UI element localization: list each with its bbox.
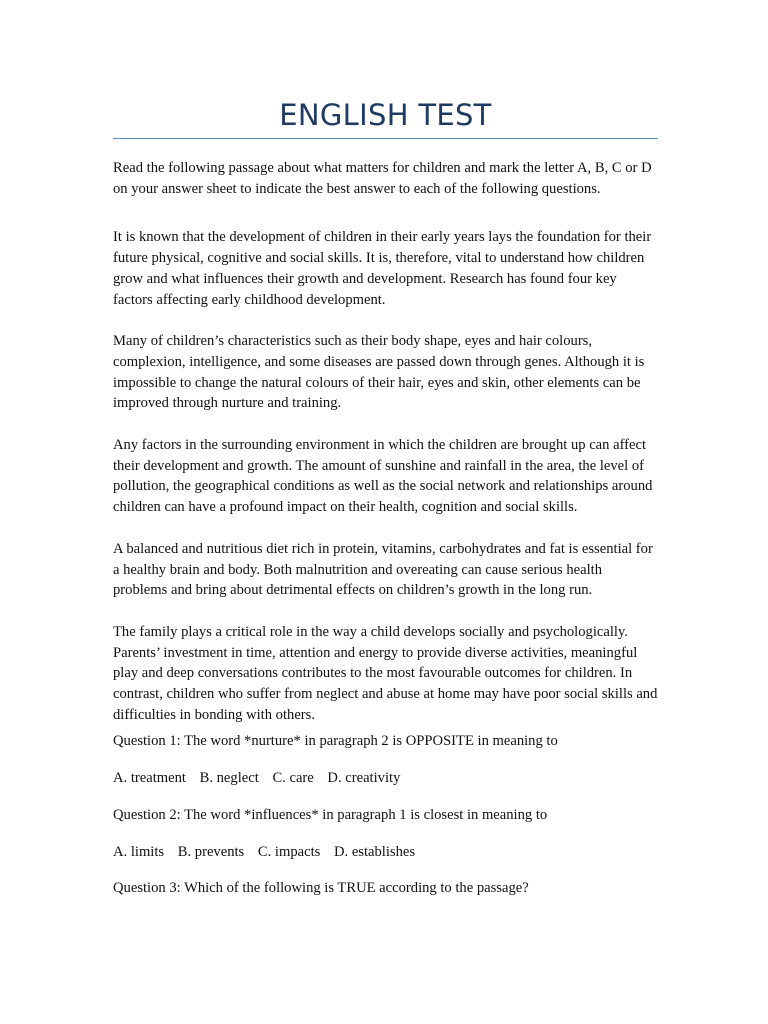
option-a: A. limits <box>113 843 165 860</box>
question-2: Question 2: The word *influences* in paragraph 1 is closest in meaning to <box>113 806 548 823</box>
passage-paragraph-2: Many of children’s characteristics such as their body shape, eyes and hair colours, complexion, intelligence, and some diseases are passed down through genes. Although it is impossible to change the natural colours of their hair, eyes and skin, other elements can be improved through nurture and training. <box>113 333 645 412</box>
passage-paragraph-4: A balanced and nutritious diet rich in protein, vitamins, carbohydrates and fat is essential for a healthy brain and body. Both malnutrition and overeating can cause serious health problems and bring about detrimental effects on children’s growth in the long run. <box>113 540 653 599</box>
question-3: Question 3: Which of the following is TRUE according to the passage? <box>113 880 529 897</box>
title-divider <box>113 138 658 139</box>
option-c: C. impacts <box>257 843 321 860</box>
question-1: Question 1: The word *nurture* in paragraph 2 is OPPOSITE in meaning to <box>113 733 558 750</box>
option-c: C. care <box>272 770 314 787</box>
option-d: D. establishes <box>333 843 416 860</box>
question-2-options <box>113 842 658 863</box>
passage-paragraph-3: Any factors in the surrounding environment in which the children are brought up can affect their development and growth. The amount of sunshine and rainfall in the area, the level of pollution, the geographical conditions as well as the social network and relationships around children can have a profound impact on their health, cognition and social skills. <box>113 437 653 516</box>
page-title: ENGLISH TEST <box>279 98 492 132</box>
option-a: A. treatment <box>113 770 186 787</box>
option-b: B. prevents <box>177 843 245 860</box>
question-1-options <box>113 768 658 789</box>
option-b: B. neglect <box>199 770 259 787</box>
passage-paragraph-5: The family plays a critical role in the way a child develops socially and psychologically. Parents’ investment in time, attention and energy to provide diverse activities, meaningful play and deep conversations contributes to the most favourable outcomes for children. In contrast, children who suffer from neglect and abuse at home may have poor social skills and difficulties in bonding with others. <box>113 623 658 723</box>
passage-paragraph-1: It is known that the development of children in their early years lays the foundation for their future physical, cognitive and social skills. It is, therefore, vital to understand how children grow and what influences their growth and development. Research has found four key factors affecting early childhood development. <box>113 229 652 308</box>
instructions-paragraph: Read the following passage about what matters for children and mark the letter A, B, C or D on your answer sheet to indicate the best answer to each of the following questions. <box>113 160 652 197</box>
document-page <box>113 0 658 899</box>
option-d: D. creativity <box>327 770 401 787</box>
